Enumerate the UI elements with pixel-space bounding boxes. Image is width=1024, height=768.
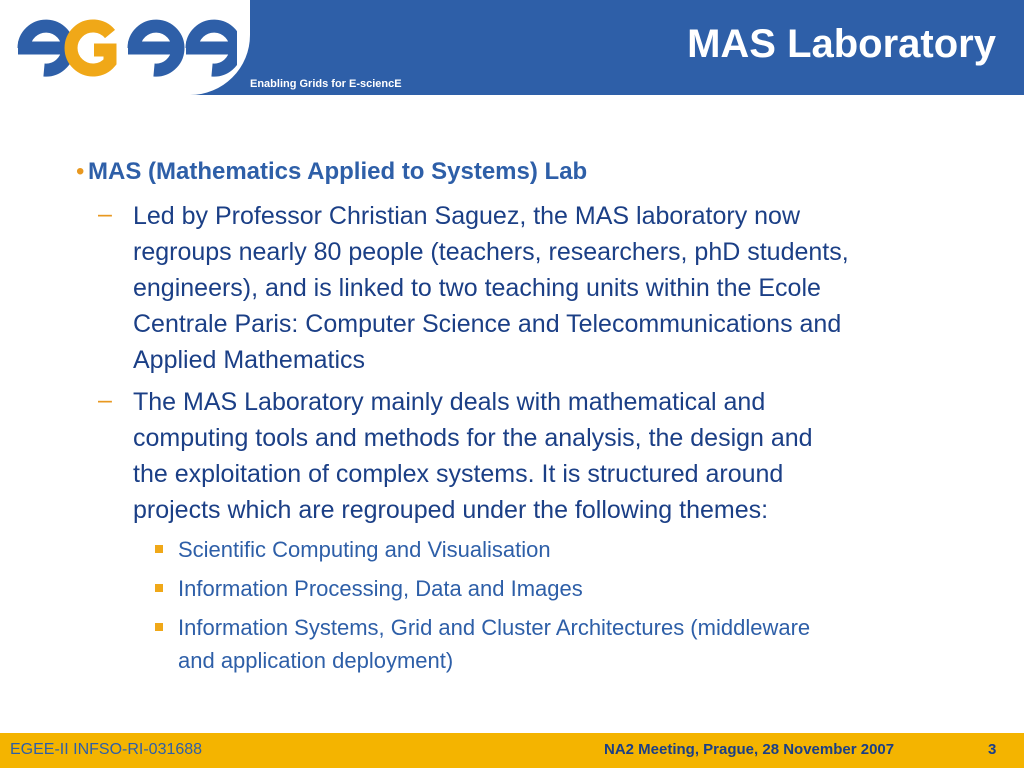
square-bullet-icon bbox=[155, 623, 163, 631]
text-line: Centrale Paris: Computer Science and Telecommunications and bbox=[133, 310, 842, 338]
list-item bbox=[133, 198, 993, 378]
bullet-dot: • bbox=[76, 158, 85, 185]
slide-footer bbox=[0, 733, 1024, 768]
egee-logo bbox=[12, 12, 237, 82]
square-bullet-icon bbox=[155, 545, 163, 553]
theme-item bbox=[178, 533, 978, 566]
text-line: regroups nearly 80 people (teachers, researchers, phD students, bbox=[133, 238, 849, 266]
text-line: the exploitation of complex systems. It is structured around bbox=[133, 460, 784, 488]
slide-header bbox=[0, 0, 1024, 95]
text-line: projects which are regrouped under the following themes: bbox=[133, 496, 769, 524]
dash-bullet: – bbox=[98, 386, 112, 414]
meeting-info: NA2 Meeting, Prague, 28 November 2007 bbox=[604, 741, 895, 758]
tagline: Enabling Grids for E-sciencE bbox=[250, 78, 402, 90]
theme-item bbox=[178, 572, 978, 605]
slide-title: MAS Laboratory bbox=[687, 22, 996, 66]
logo-area bbox=[0, 0, 250, 95]
text-line: computing tools and methods for the analysis, the design and bbox=[133, 424, 813, 452]
text-line: and application deployment) bbox=[178, 648, 454, 673]
text-line: Information Systems, Grid and Cluster Architectures (middleware bbox=[178, 615, 811, 640]
square-bullet-icon bbox=[155, 584, 163, 592]
text-line: engineers), and is linked to two teaching units within the Ecole bbox=[133, 274, 821, 302]
list-item bbox=[133, 384, 993, 528]
page-number: 3 bbox=[988, 741, 997, 758]
text-line: Led by Professor Christian Saguez, the MAS laboratory now bbox=[133, 202, 801, 230]
text-line: Scientific Computing and Visualisation bbox=[178, 537, 551, 562]
text-line: Applied Mathematics bbox=[133, 346, 366, 374]
theme-item bbox=[178, 611, 978, 677]
dash-bullet: – bbox=[98, 200, 112, 228]
project-id: EGEE-II INFSO-RI-031688 bbox=[10, 741, 203, 758]
text-line: Information Processing, Data and Images bbox=[178, 576, 583, 601]
text-line: The MAS Laboratory mainly deals with mathematical and bbox=[133, 388, 766, 416]
section-heading: MAS (Mathematics Applied to Systems) Lab bbox=[88, 158, 588, 185]
